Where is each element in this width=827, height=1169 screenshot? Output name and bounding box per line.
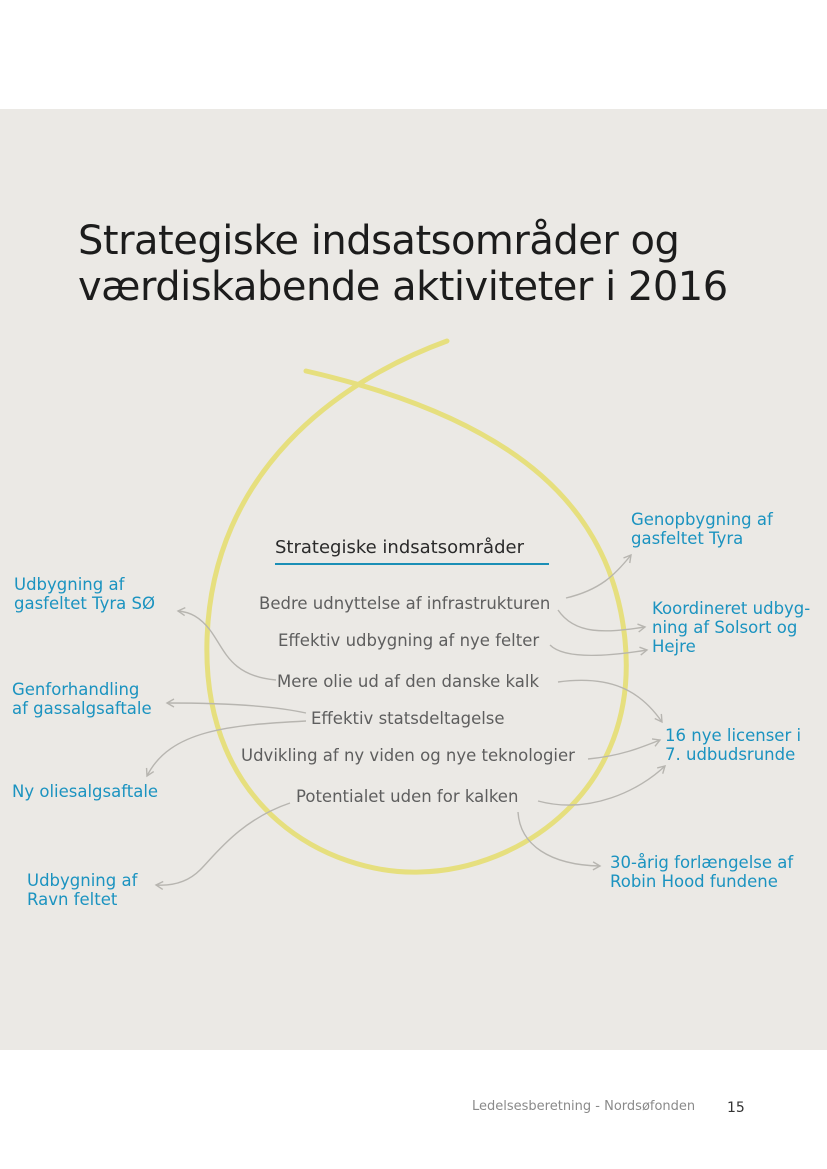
outcome-line: gasfeltet Tyra SØ — [14, 594, 155, 613]
area-infrastructure: Bedre udnyttelse af infrastrukturen — [259, 594, 551, 613]
outcome-tyra-rebuild — [631, 510, 773, 548]
arrow-state-to-gascontract — [167, 703, 306, 713]
page-number: 15 — [727, 1100, 745, 1116]
outcome-ravn — [27, 871, 137, 909]
area-new-fields: Effektiv udbygning af nye felter — [278, 631, 540, 650]
outcome-gas-contract — [12, 680, 152, 718]
outcome-line: Hejre — [652, 637, 696, 656]
arrow-infrastructure-to-tyra — [566, 555, 631, 598]
outcome-oil-contract — [12, 782, 158, 801]
outcome-licenses — [665, 726, 801, 764]
outcome-solsort-hejre — [652, 599, 810, 656]
outcome-line: Robin Hood fundene — [610, 872, 778, 891]
outcome-line: Udbygning af — [14, 575, 125, 594]
outcome-line: Koordineret udbyg- — [652, 599, 811, 618]
arrow-infrastructure-to-solsort — [558, 610, 645, 631]
arrow-tech-to-licenses — [588, 740, 660, 759]
outcome-line: Genforhandling — [12, 680, 140, 699]
title-line-1: Strategiske indsatsområder og — [78, 218, 680, 264]
outcome-line: 16 nye licenser i — [665, 726, 802, 745]
heading-underline — [275, 563, 549, 565]
outcome-line: Udbygning af — [27, 871, 138, 890]
outcome-line: ning af Solsort og — [652, 618, 798, 637]
area-beyond-chalk: Potentialet uden for kalken — [296, 787, 519, 806]
outcome-line: af gassalgsaftale — [12, 699, 152, 718]
outcome-line: gasfeltet Tyra — [631, 529, 744, 548]
arrow-chalk-to-licenses — [558, 680, 662, 722]
arrow-chalk-to-tyraso — [178, 611, 276, 680]
areas-heading: Strategiske indsatsområder — [275, 537, 524, 558]
area-danish-chalk: Mere olie ud af den danske kalk — [277, 672, 540, 691]
outcome-line: Ny oliesalgsaftale — [12, 782, 159, 801]
outcome-robin-hood — [610, 853, 793, 891]
outcome-line: Ravn feltet — [27, 890, 118, 909]
outcome-tyra-so — [14, 575, 155, 613]
arrow-newfields-to-solsort — [550, 645, 647, 655]
title-line-2: værdiskabende aktiviteter i 2016 — [78, 264, 728, 310]
outcome-line: 7. udbudsrunde — [665, 745, 796, 764]
outcome-line: 30-årig forlængelse af — [610, 853, 794, 872]
footer-section-label: Ledelsesberetning - Nordsøfonden — [472, 1099, 696, 1114]
area-state-participation: Effektiv statsdeltagelse — [311, 709, 505, 728]
area-technology: Udvikling af ny viden og nye teknologier — [241, 746, 575, 765]
outcome-line: Genopbygning af — [631, 510, 773, 529]
arrow-potential-to-licenses — [538, 766, 665, 805]
